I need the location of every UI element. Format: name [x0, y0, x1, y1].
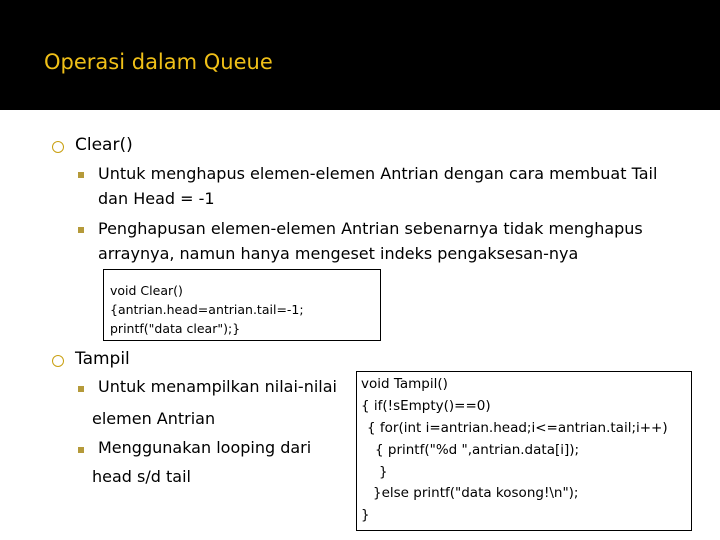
tampil-code-line-6: }else printf("data kosong!\n"); — [373, 485, 579, 501]
tampil-code-line-3: { for(int i=antrian.head;i<=antrian.tail;i++) — [367, 420, 668, 436]
tampil-code-line-1: void Tampil() — [361, 376, 448, 392]
clear-code-box — [103, 269, 381, 341]
tampil-heading: Tampil — [75, 349, 130, 369]
clear-heading: Clear() — [75, 135, 133, 155]
square-bullet-icon — [78, 447, 84, 453]
tampil-bullet-1-line-1: Untuk menampilkan nilai-nilai — [98, 377, 337, 396]
square-bullet-icon — [78, 386, 84, 392]
tampil-code-line-2: { if(!sEmpty()==0) — [361, 398, 491, 414]
clear-bullet-1-line-2: dan Head = -1 — [98, 189, 215, 208]
clear-bullet-2-line-2: arraynya, namun hanya mengeset indeks pengaksesan-nya — [98, 244, 579, 263]
clear-bullet-2-line-1: Penghapusan elemen-elemen Antrian sebenarnya tidak menghapus — [98, 219, 643, 238]
clear-code-line-2: {antrian.head=antrian.tail=-1; — [110, 302, 304, 317]
tampil-code-box — [356, 371, 692, 531]
bullet-tampil-icon — [52, 355, 64, 367]
title-bar — [0, 0, 720, 110]
tampil-bullet-1-line-2: elemen Antrian — [92, 409, 216, 428]
square-bullet-icon — [78, 172, 84, 178]
tampil-code-line-4: { printf("%d ",antrian.data[i]); — [375, 442, 580, 458]
bullet-clear-icon — [52, 141, 64, 153]
clear-bullet-1-line-1: Untuk menghapus elemen-elemen Antrian dengan cara membuat Tail — [98, 164, 658, 183]
slide-title: Operasi dalam Queue — [44, 50, 273, 74]
tampil-bullet-2-line-2: head s/d tail — [92, 467, 191, 486]
tampil-bullet-2-line-1: Menggunakan looping dari — [98, 438, 312, 457]
square-bullet-icon — [78, 227, 84, 233]
tampil-code-line-5: } — [379, 464, 388, 480]
tampil-code-line-7: } — [361, 507, 370, 523]
clear-code-line-1: void Clear() — [110, 283, 183, 298]
clear-code-line-3: printf("data clear");} — [110, 321, 241, 336]
